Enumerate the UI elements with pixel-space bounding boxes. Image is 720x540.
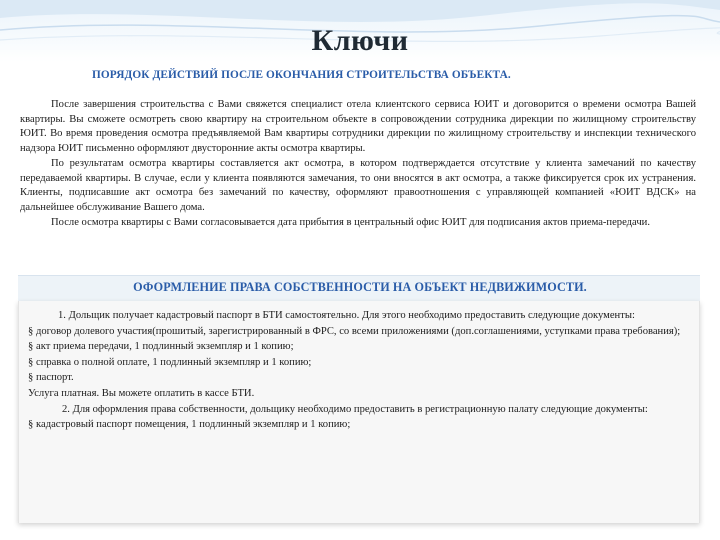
list-item-text: акт приема передачи, 1 подлинный экземпляр и 1 копию; <box>36 341 294 353</box>
bullet-icon: § <box>28 325 34 337</box>
paragraph: После завершения строительства с Вами свяжется специалист отела клиентского сервиса ЮИТ и договорится о времени осмотра Вашей квартиры. Вы сможете осмотреть свою квартиру на строительном объекте в сопровождении сотрудника дирекции по жилищному строительству ЮИТ. Во время проведения осмотра предъявляемой Вам квартиры сотрудники дирекции по жилищному строительству и инспекции технического надзора ЮИТ письменно оформляют двусторонние акты осмотра квартиры. <box>20 99 696 155</box>
list-item <box>28 417 691 433</box>
list-item <box>28 355 691 371</box>
bullet-icon: § <box>28 372 34 384</box>
payment-note: Услуга платная. Вы можете оплатить в кассе БТИ. <box>28 387 255 399</box>
section-heading-after-construction: ПОРЯДОК ДЕЙСТВИЙ ПОСЛЕ ОКОНЧАНИЯ СТРОИТЕЛЬСТВА ОБЪЕКТА. <box>92 69 511 81</box>
list-item-text: справка о полной оплате, 1 подлинный экземпляр и 1 копию; <box>36 356 312 368</box>
paragraph: По результатам осмотра квартиры составляется акт осмотра, в котором подтверждается отсутствие у клиента замечаний по качеству передаваемой квартиры. В случае, если у клиента появляются замечания, то они вносятся в акт осмотра, а также фиксируется срок их устранения. Клиенты, подписавшие акт осмотра без замечаний по качеству, оформляют правоотношения с управляющей компанией «ЮИТ ВДСК» на дальнейшее обслуживание Вашего дома. <box>20 157 696 213</box>
list-item <box>28 370 691 386</box>
bullet-icon: § <box>28 419 34 431</box>
procedure-text <box>20 98 696 230</box>
step-1-intro: 1. Дольщик получает кадастровый паспорт в БТИ самостоятельно. Для этого необходимо предоставить следующие документы: <box>58 310 635 321</box>
list-item <box>28 324 691 340</box>
list-item <box>28 339 691 355</box>
list-item-text: кадастровый паспорт помещения, 1 подлинный экземпляр и 1 копию; <box>36 419 351 431</box>
bullet-icon: § <box>28 341 34 353</box>
paragraph: После осмотра квартиры с Вами согласовывается дата прибытия в центральный офис ЮИТ для подписания актов приема-передачи. <box>51 216 650 228</box>
step-2-intro: 2. Для оформления права собственности, дольщику необходимо предоставить в регистрационную палату следующие документы: <box>62 403 648 415</box>
ownership-panel <box>18 301 700 523</box>
list-item-text: договор долевого участия(прошитый, зарегистрированный в ФРС, со всеми приложениями (доп.соглашениями, уступками права требования); <box>36 325 681 337</box>
slide-title: Ключи <box>311 24 409 57</box>
list-item-text: паспорт. <box>36 372 74 384</box>
section-heading-ownership: ОФОРМЛЕНИЕ ПРАВА СОБСТВЕННОСТИ НА ОБЪЕКТ НЕДВИЖИМОСТИ. <box>133 280 587 294</box>
bullet-icon: § <box>28 356 34 368</box>
